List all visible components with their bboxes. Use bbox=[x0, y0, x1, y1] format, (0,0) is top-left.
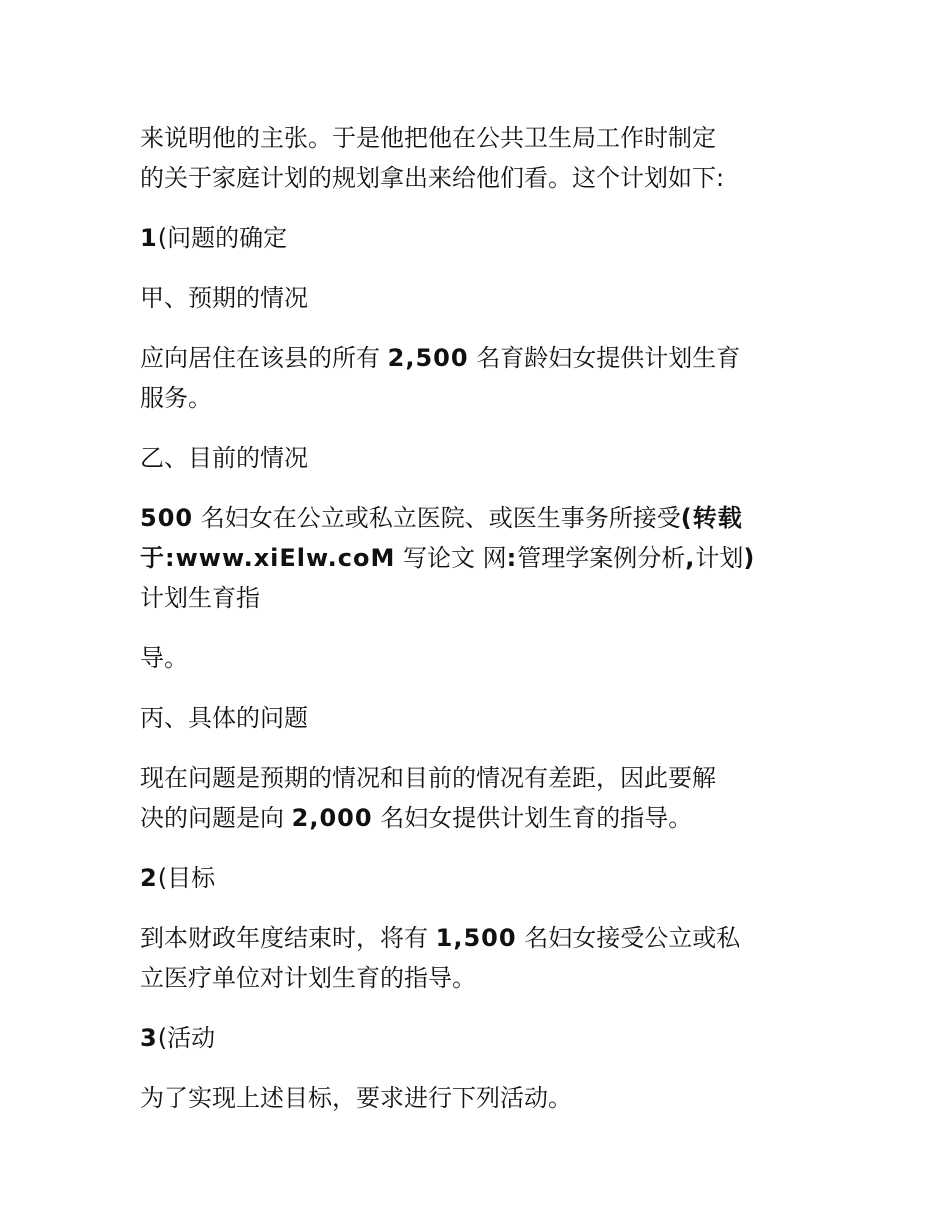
text-line bbox=[140, 338, 812, 378]
subsection-specific-problem bbox=[140, 698, 812, 738]
text-fragment: 计划 bbox=[695, 544, 744, 572]
subsection-title: 甲、预期的情况 bbox=[140, 284, 308, 312]
section-heading-problem bbox=[140, 218, 812, 258]
text-fragment: 为了实现上述目标，要求进行下列活动。 bbox=[140, 1084, 572, 1112]
text-fragment: ) bbox=[743, 544, 756, 572]
text-fragment: 名妇女在公立或私立医院、或医生事务所接受 bbox=[193, 504, 681, 532]
text-fragment: 名育龄妇女提供计划生育 bbox=[468, 344, 741, 372]
paragraph-intro bbox=[140, 118, 812, 198]
section-number: 1 bbox=[140, 224, 158, 252]
number-value: 2,000 bbox=[291, 804, 373, 832]
text-line bbox=[140, 498, 812, 538]
text-fragment: 名妇女提供计划生育的指导。 bbox=[372, 804, 693, 832]
text-line: 的关于家庭计划的规划拿出来给他们看。这个计划如下: bbox=[140, 164, 725, 192]
text-fragment: 导。 bbox=[140, 644, 188, 672]
text-fragment: 名妇女接受公立或私 bbox=[516, 924, 741, 952]
number-value: 500 bbox=[140, 504, 194, 532]
section-title: (问题的确定 bbox=[157, 224, 288, 252]
text-fragment: , bbox=[685, 544, 696, 572]
text-line: 计划生育指 bbox=[140, 584, 260, 612]
subsection-current bbox=[140, 438, 812, 478]
paragraph-specific-problem bbox=[140, 758, 812, 838]
text-line bbox=[140, 538, 812, 578]
subsection-title: 乙、目前的情况 bbox=[140, 444, 308, 472]
text-fragment: 应向居住在该县的所有 bbox=[140, 344, 388, 372]
paragraph-activities bbox=[140, 1078, 812, 1118]
text-line bbox=[140, 798, 812, 838]
text-fragment: (转载 bbox=[680, 504, 743, 532]
paragraph-current bbox=[140, 498, 812, 618]
text-line: 服务。 bbox=[140, 384, 212, 412]
section-heading-goal bbox=[140, 858, 812, 898]
text-line: 来说明他的主张。于是他把他在公共卫生局工作时制定 bbox=[140, 124, 716, 152]
section-title: (目标 bbox=[157, 864, 216, 892]
section-number: 2 bbox=[140, 864, 158, 892]
document-body bbox=[140, 118, 812, 1118]
subsection-expected bbox=[140, 278, 812, 318]
section-heading-activities bbox=[140, 1018, 812, 1058]
text-fragment: 写论文 网 bbox=[395, 544, 507, 572]
text-fragment: 管理学案例分析 bbox=[517, 544, 686, 572]
text-line: 现在问题是预期的情况和目前的情况有差距，因此要解 bbox=[140, 764, 716, 792]
url-text: 于:www.xiElw.coM bbox=[140, 544, 396, 572]
paragraph-goal bbox=[140, 918, 812, 998]
text-fragment: 到本财政年度结束时，将有 bbox=[140, 924, 436, 952]
text-line: 立医疗单位对计划生育的指导。 bbox=[140, 964, 476, 992]
section-title: (活动 bbox=[157, 1024, 216, 1052]
number-value: 1,500 bbox=[435, 924, 517, 952]
paragraph-continuation bbox=[140, 638, 812, 678]
text-fragment: 决的问题是向 bbox=[140, 804, 292, 832]
text-fragment: : bbox=[506, 544, 518, 572]
section-number: 3 bbox=[140, 1024, 158, 1052]
subsection-title: 丙、具体的问题 bbox=[140, 704, 308, 732]
text-line bbox=[140, 918, 812, 958]
number-value: 2,500 bbox=[387, 344, 469, 372]
paragraph-expected bbox=[140, 338, 812, 418]
